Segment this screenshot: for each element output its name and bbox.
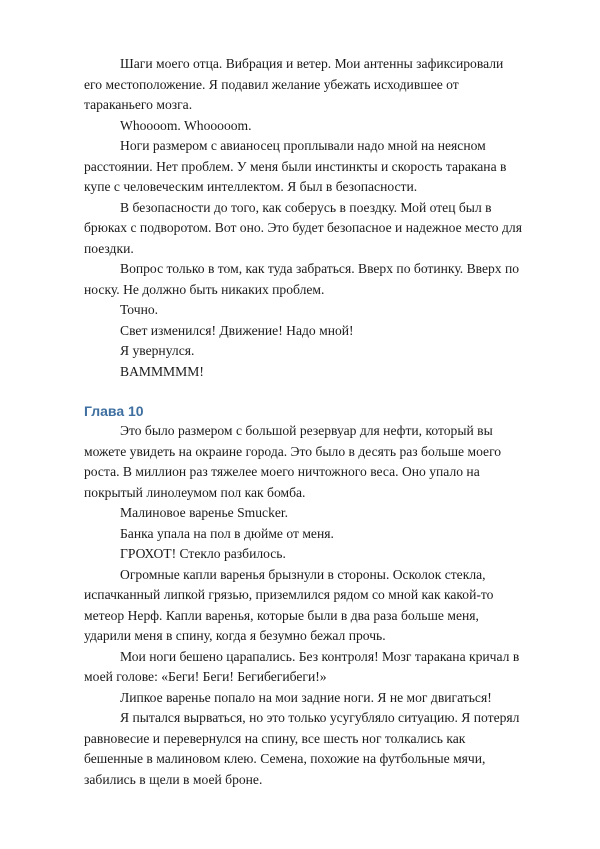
paragraph: Огромные капли варенья брызнули в стороны. Осколок стекла, испачканный липкой грязью, приземлился рядом со мной как какой-то метеор Нерф. Капли варенья, которые были в два раза больше меня, ударили меня в спину, когда я безумно бежал прочь. xyxy=(84,566,494,643)
document-page xyxy=(84,54,524,790)
paragraph: Свет изменился! Движение! Надо мной! xyxy=(120,322,354,338)
paragraph: Whoooom. Whooooom. xyxy=(120,117,252,133)
paragraph: Это было размером с большой резервуар для нефти, который вы можете увидеть на окраине города. Это было в десять раз больше моего роста. В миллион раз тяжелее моего ничтожного веса. Оно упало на покрытый линолеумом пол как бомба. xyxy=(84,423,502,500)
paragraph: Ноги размером с авианосец проплывали надо мной на неясном расстоянии. Нет проблем. У меня были инстинкты и скорость таракана в купе с человеческим интеллектом. Я был в безопасности. xyxy=(84,138,507,194)
paragraph: Шаги моего отца. Вибрация и ветер. Мои антенны зафиксировали его местоположение. Я подавил желание убежать исходившее от тараканьего мозга. xyxy=(84,56,504,112)
paragraph: Вопрос только в том, как туда забраться. Вверх по ботинку. Вверх по носку. Не должно быть никаких проблем. xyxy=(84,261,520,297)
chapter-heading: Глава 10 xyxy=(84,403,144,419)
paragraph: Малиновое варенье Smucker. xyxy=(120,505,289,520)
paragraph: В безопасности до того, как соберусь в поездку. Мой отец был в брюках с подворотом. Вот оно. Это будет безопасное и надежное место для поездки. xyxy=(84,199,522,256)
paragraph: Мои ноги бешено царапались. Без контроля! Мозг таракана кричал в моей голове: «Беги! Беги! Бегибегибеги!» xyxy=(84,648,520,684)
paragraph: ГРОХОТ! Стекло разбилось. xyxy=(120,546,286,561)
paragraph: Липкое варенье попало на мои задние ноги. Я не мог двигаться! xyxy=(120,689,492,705)
paragraph: Банка упала на пол в дюйме от меня. xyxy=(120,525,334,541)
paragraph: Я увернулся. xyxy=(120,343,195,358)
paragraph: BAMMMMM! xyxy=(120,363,204,379)
paragraph: Я пытался вырваться, но это только усугубляло ситуацию. Я потерял равновесие и перевернулся на спину, все шесть ног толкались как бешенные в малиновом клею. Семена, похожие на футбольные мячи, забились в щели в моей броне. xyxy=(84,710,520,787)
paragraph: Точно. xyxy=(120,302,159,317)
